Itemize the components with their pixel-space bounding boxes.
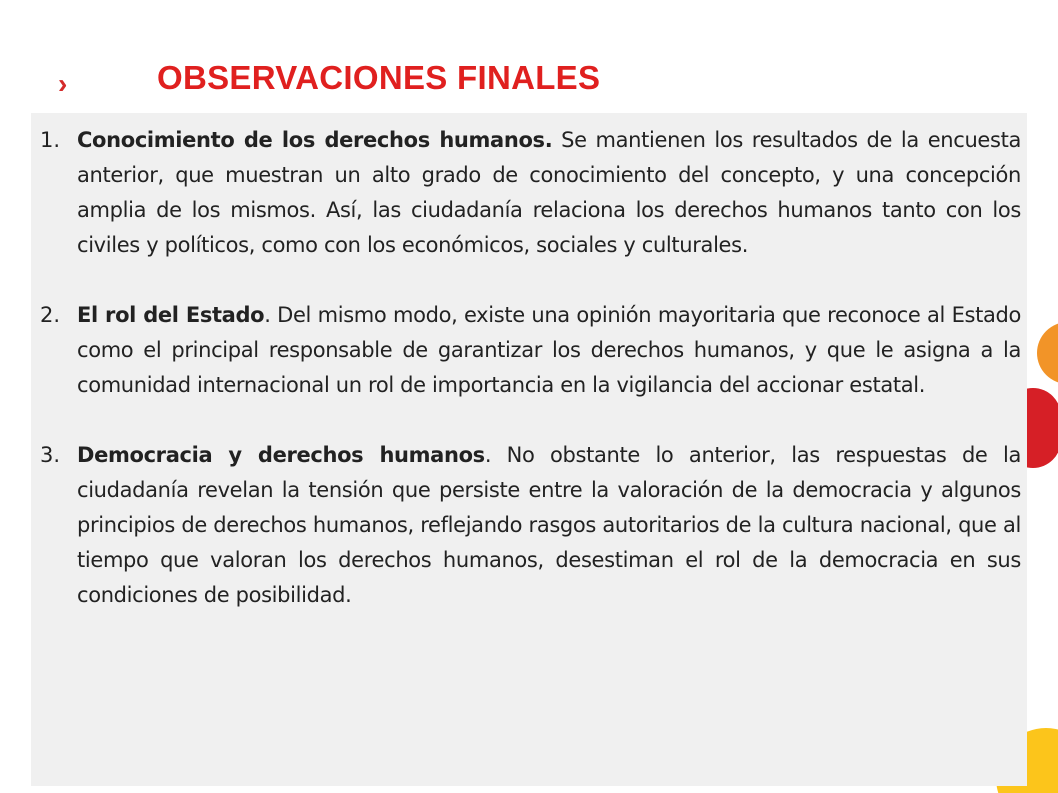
list-item [40, 123, 1021, 263]
item-text: . Del mismo modo, existe una opinión mayoritaria que reconoce al Estado como el principal responsable de garantizar los derechos humanos, y que le asigna a la comunidad internacional un rol de importancia en la vigilancia del accionar estatal. [77, 303, 1021, 397]
item-text: Se mantienen los resultados de la encuesta anterior, que muestran un alto grado de conocimiento del concepto, y una concepción amplia de los mismos. Así, las ciudadanía relaciona los derechos humanos tanto con los civiles y políticos, como con los económicos, sociales y culturales. [77, 128, 1021, 257]
item-number: 2. [40, 303, 61, 327]
orange-circle-decoration [1037, 322, 1058, 384]
list-item [40, 438, 1021, 613]
slide-title: OBSERVACIONES FINALES [157, 59, 601, 96]
chevron-right-icon: › [58, 68, 68, 99]
item-text: . No obstante lo anterior, las respuestas de la ciudadanía revelan la tensión que persiste entre la valoración de la democracia y algunos principios de derechos humanos, reflejando rasgos autoritarios de la cultura nacional, que al tiempo que valoran los derechos humanos, desestiman el rol de la democracia en sus condiciones de posibilidad. [77, 443, 1022, 607]
item-lead: Conocimiento de los derechos humanos. [77, 128, 553, 152]
observations-list [40, 123, 1021, 648]
list-item [40, 298, 1021, 403]
item-number: 1. [40, 128, 61, 152]
item-number: 3. [40, 443, 61, 467]
item-lead: Democracia y derechos humanos [77, 443, 485, 467]
item-lead: El rol del Estado [77, 303, 265, 327]
